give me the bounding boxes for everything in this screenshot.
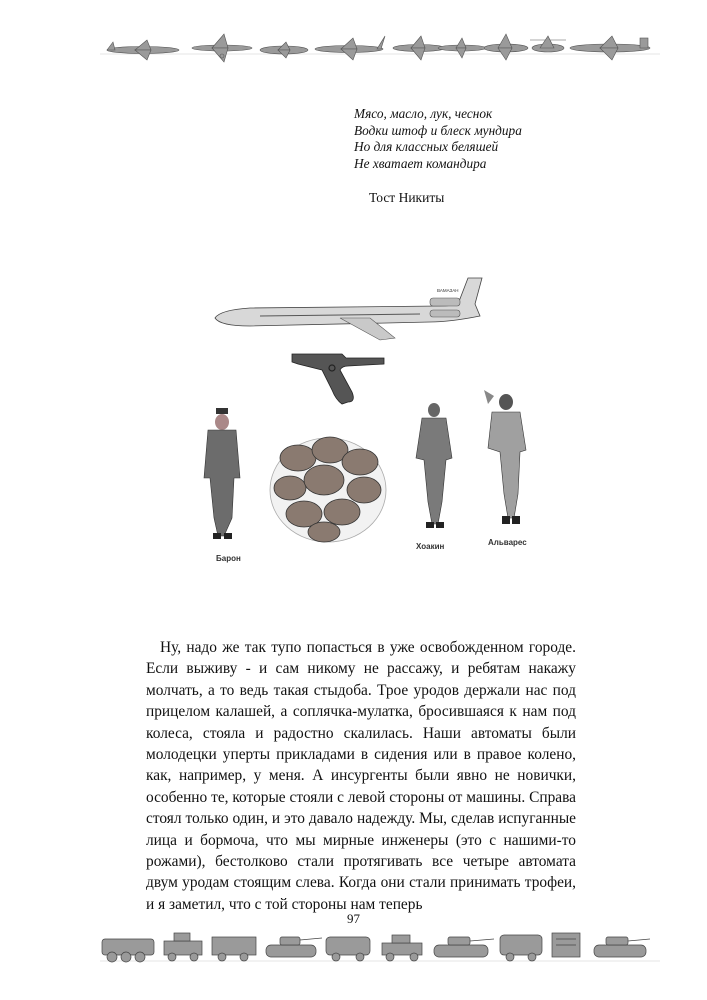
caption-joaquin: Хоакин bbox=[416, 542, 445, 551]
airliner-label: ВАМАЗАН bbox=[437, 288, 459, 293]
soldier-icon bbox=[204, 408, 240, 539]
belyashi-plate-icon bbox=[270, 437, 386, 542]
military-vehicles-strip bbox=[100, 925, 660, 965]
epigraph-line: Не хватает командира bbox=[354, 155, 487, 171]
epigraph-attribution: Тост Никиты bbox=[369, 190, 445, 205]
illustration-collage bbox=[190, 268, 570, 578]
aircraft-silhouettes-strip bbox=[100, 26, 660, 66]
epigraph-line: Мясо, масло, лук, чеснок bbox=[354, 106, 493, 121]
luger-pistol-icon bbox=[292, 354, 384, 404]
page-number: 97 bbox=[347, 911, 360, 926]
body-paragraph: Ну, надо же так тупо попасться в уже освобожденном городе. Если выживу - и сам никому не рассажу, и ребятам накажу молчать, а то ведь такая стыдоба. Трое уродов держали нас под прицелом калашей, а соплячка-мулатка, бросившаяся к нам под колеса, стояла и радостно скалилась. Наши автоматы были молодецки уперты прикладами в сидения или в правое колено, как, например, у меня. А инсургенты были явно не новички, особенно те, которые стояли с левой стороны от машины. Справа стоял только один, и это давало надежду. Мы, сделав испуганные лица и бормоча, что мы мирные инженеры (это с нашими-то рожами), бестолково стали протягивать все четыре автомата двум уродам стоящим слева. Когда они стали принимать трофеи, и я заметил, что с той стороны нам теперь bbox=[146, 639, 576, 913]
airliner-icon bbox=[215, 278, 482, 340]
body-text bbox=[146, 637, 576, 915]
saluting-soldier-icon bbox=[484, 390, 526, 524]
caption-alvares: Альварес bbox=[488, 538, 527, 547]
epigraph-line: Водки штоф и блеск мундира bbox=[354, 122, 522, 138]
soldier-icon bbox=[416, 403, 452, 528]
epigraph bbox=[354, 106, 522, 172]
epigraph-line: Но для классных беляшей bbox=[354, 139, 499, 154]
caption-baron: Барон bbox=[216, 554, 241, 563]
